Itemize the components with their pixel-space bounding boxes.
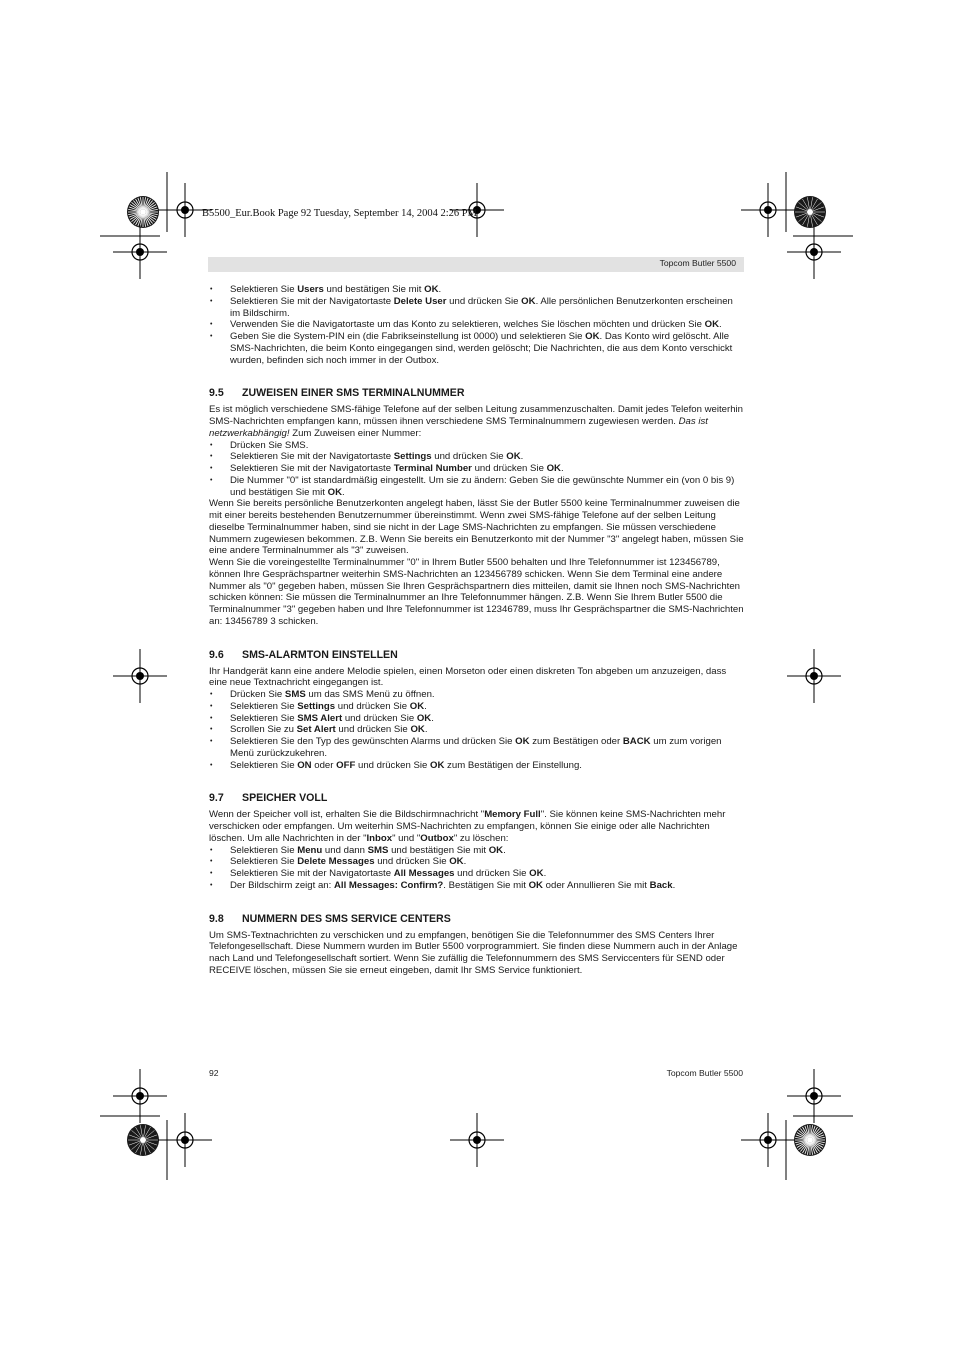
list-item: • Selektieren Sie Menu und dann SMS und bestätigen Sie mit OK. — [209, 845, 745, 857]
list-item: • Selektieren Sie Settings und drücken Sie OK. — [209, 701, 745, 713]
registration-target-center — [473, 1136, 481, 1144]
section-9-6-intro: Ihr Handgerät kann eine andere Melodie spielen, einen Morseton oder einen diskreten Ton abgeben um anzuzeigen, dass eine neue Textnachricht eingegangen ist. — [209, 665, 727, 689]
print-info-line: B5500_Eur.Book Page 92 Tuesday, September 14, 2004 2:26 PM — [202, 208, 477, 219]
list-item: • Scrollen Sie zu Set Alert und drücken Sie OK. — [209, 724, 745, 736]
section-heading-9-8: 9.8 NUMMERN DES SMS SERVICE CENTERS — [209, 912, 451, 925]
section-9-5-paragraph-2: Wenn Sie die voreingestellte Terminalnummer "0" in Ihrem Butler 5500 behalten und Ihre Telefonnummer ist 123456789, können Ihre Gesprächspartner weiterhin SMS-Nachrichten an 123456789 schicken. Wenn Sie dem Terminal eine andere Nummer als "0" gegeben haben, müssen Sie Ihren Gesprächspartnern dies mitteilen, damit sie Ihnen noch SMS-Nachrichten schicken können: Sie müssen die Terminalnummer an Ihre Telefonnummer hängen. Z.B. Wenn Sie Ihrem Butler 5500 die Terminalnummer "3" gegeben haben und Ihre Telefonnummer ist 12346789, muss Ihr Gesprächspartner die SMS-Nachrichten an: 13456789 3 schicken. — [209, 557, 744, 627]
header-bar — [208, 257, 744, 272]
list-item: • Drücken Sie SMS um das SMS Menü zu öffnen. — [209, 689, 745, 701]
registration-target-center — [136, 672, 144, 680]
page-content — [209, 284, 745, 977]
list-item: • Geben Sie die System-PIN ein (die Fabrikseinstellung ist 0000) und selektieren Sie OK. Das Konto wird gelöscht. Alle SMS-Nachrichten, die beim Konto eingegangen sind, werden gelöscht; Die Nachrichten, die aus dem Konto verschickt wurden, befinden sich noch immer in der Outbox. — [209, 331, 745, 366]
registration-target-center — [181, 206, 189, 214]
footer-page-number: 92 — [209, 1068, 219, 1078]
section-9-7-intro: Wenn der Speicher voll ist, erhalten Sie die Bildschirmnachricht "Memory Full". Sie können keine SMS-Nachrichten mehr verschicken oder empfangen. Um weiterhin SMS-Nachrichten zu empfangen, können Sie einige oder alle Nachrichten löschen. Um alle Nachrichten in der "Inbox" und "Outbox" zu löschen: — [209, 809, 726, 844]
registration-target-center — [764, 1136, 772, 1144]
registration-target-center — [764, 206, 772, 214]
list-item: • Selektieren Sie Delete Messages und drücken Sie OK. — [209, 856, 745, 868]
list-item: • Selektieren Sie ON oder OFF und drücken Sie OK zum Bestätigen der Einstellung. — [209, 760, 745, 772]
wheel-center — [140, 209, 146, 215]
registration-target-center — [136, 248, 144, 256]
wheel-center — [807, 1137, 813, 1143]
wheel-center — [807, 209, 813, 215]
registration-target-center — [810, 248, 818, 256]
list-item: • Selektieren Sie den Typ des gewünschten Alarms und drücken Sie OK zum Bestätigen oder BACK um zum vorigen Menü zurückzukehren. — [209, 736, 745, 760]
list-item: • Selektieren Sie mit der Navigatortaste Settings und drücken Sie OK. — [209, 451, 745, 463]
section-heading-9-6: 9.6 SMS-ALARMTON EINSTELLEN — [209, 648, 398, 661]
section-9-8-paragraph: Um SMS-Textnachrichten zu verschicken und zu empfangen, benötigen Sie die Telefonnummer des SMS Centers Ihrer Telefongesellschaft. Diese Nummern wurden im Butler 5500 vorprogrammiert. Sie finden diese Nummern auch in der Anlage nach Land und Telefongesellschaft sortiert. Wenn Sie zufällig die Telefonnummern des SMS Serviccenters für SEND oder RECEIVE löschen, müssen Sie sie erneut eingeben, damit Ihr SMS Service funktioniert. — [209, 929, 738, 976]
registration-target-center — [181, 1136, 189, 1144]
list-item: • Verwenden Sie die Navigatortaste um das Konto zu selektieren, welches Sie löschen möchten und drücken Sie OK. — [209, 319, 745, 331]
list-item: • Selektieren Sie SMS Alert und drücken Sie OK. — [209, 713, 745, 725]
list-item: • Selektieren Sie mit der Navigatortaste Terminal Number und drücken Sie OK. — [209, 463, 745, 475]
list-item: • Selektieren Sie mit der Navigatortaste All Messages und drücken Sie OK. — [209, 868, 745, 880]
section-9-7-steps — [209, 845, 745, 892]
section-heading-9-7: 9.7 SPEICHER VOLL — [209, 792, 328, 805]
section-9-5-paragraph-1: Wenn Sie bereits persönliche Benutzerkonten angelegt haben, lässt Sie der Butler 5500 keine Terminalnummer zuweisen die mit einer bereits bestehenden Benutzernummer übereinstimmt. Wenn zwei SMS-fähige Telefone auf der selben Leitung dieselbe Terminalnummer haben, sind sie nicht in der Lage SMS-Nachrichten zu empfangen. Sie müssen verschiedene Nummern zugewiesen bekommen. Z.B. Wenn Sie bereits ein Benutzerkonto mit der Nummer "3" angelegt haben, müssen Sie eine andere Terminalnummer als "3" zuweisen. — [209, 498, 744, 557]
list-item: • Drücken Sie SMS. — [209, 440, 745, 452]
section-9-6-steps — [209, 689, 745, 771]
section-heading-9-5: 9.5 ZUWEISEN EINER SMS TERMINALNUMMER — [209, 387, 465, 400]
footer-title: Topcom Butler 5500 — [666, 1068, 743, 1078]
registration-target-center — [810, 672, 818, 680]
list-item: • Der Bildschirm zeigt an: All Messages: Confirm?. Bestätigen Sie mit OK oder Annullieren Sie mit Back. — [209, 880, 745, 892]
list-item: • Die Nummer "0" ist standardmäßig eingestellt. Um sie zu ändern: Geben Sie die gewünschte Nummer ein (von 0 bis 9) und bestätigen Sie mit OK. — [209, 475, 745, 499]
registration-target-center — [810, 1092, 818, 1100]
list-item: • Selektieren Sie mit der Navigatortaste Delete User und drücken Sie OK. Alle persönlichen Benutzerkonten erscheinen im Bildschirm. — [209, 296, 745, 320]
intro-list — [209, 284, 745, 366]
wheel-center — [140, 1137, 146, 1143]
header-title: Topcom Butler 5500 — [659, 258, 736, 268]
section-9-5-steps — [209, 440, 745, 499]
registration-target-center — [136, 1092, 144, 1100]
section-9-5-intro: Es ist möglich verschiedene SMS-fähige Telefone auf der selben Leitung zusammenzuschalten. Damit jedes Telefon weiterhin SMS-Nachrichten empfangen kann, müssen ihnen verschiedene SMS Terminalnummern zugewiesen werden. Das ist netzwerkabhängig! Zum Zuweisen einer Nummer: — [209, 404, 743, 439]
list-item: • Selektieren Sie Users und bestätigen Sie mit OK. — [209, 284, 745, 296]
